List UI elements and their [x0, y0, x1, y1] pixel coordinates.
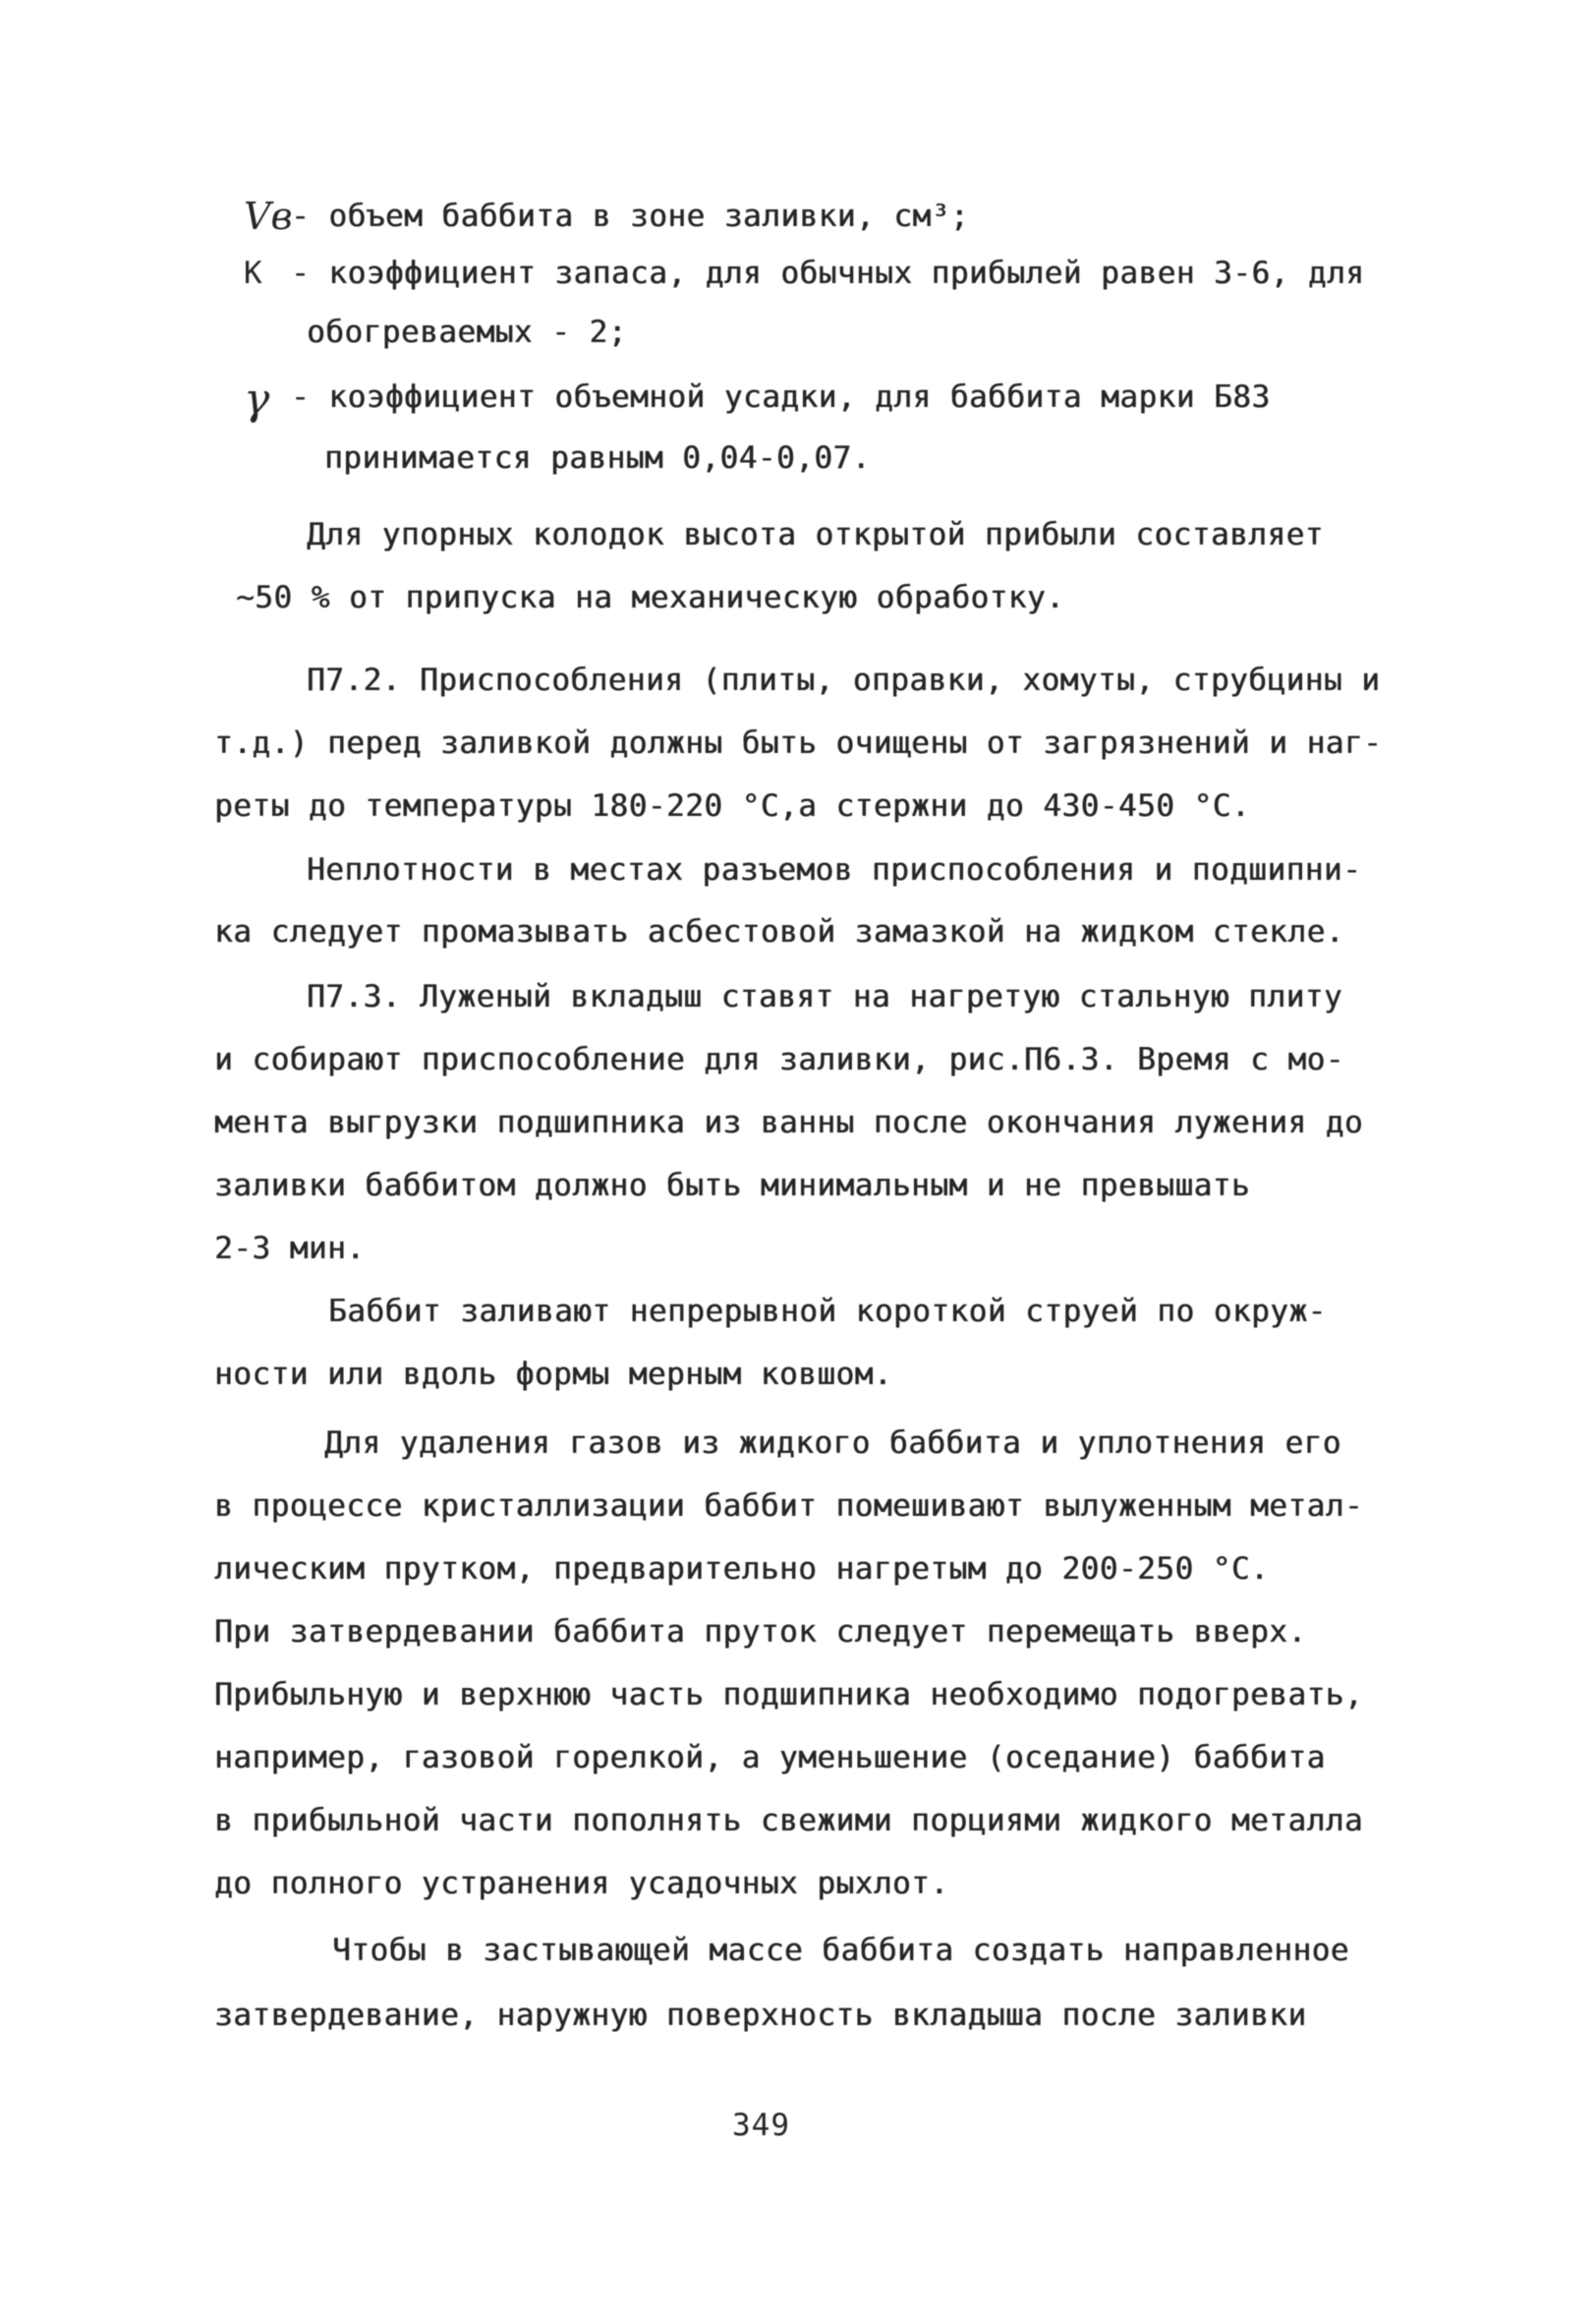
definition-gamma-line-2: принимается равным 0,04-0,07. — [324, 440, 871, 476]
paragraph-4-line-4: заливки баббитом должно быть минимальным и не превышать — [214, 1168, 1250, 1203]
paragraph-2-line-3: реты до температуры 180-220 °С,а стержни до 430-450 °С. — [214, 788, 1250, 824]
paragraph-6-line-8: до полного устранения усадочных рыхлот. — [214, 1866, 949, 1901]
paragraph-6-line-4: При затвердевании баббита пруток следует перемещать вверх. — [214, 1614, 1307, 1650]
paragraph-5-line-2: ности или вдоль формы мерным ковшом. — [214, 1357, 892, 1392]
paragraph-3-line-2: ка следует промазывать асбестовой замазкой на жидком стекле. — [214, 914, 1344, 950]
paragraph-4-line-1: П7.3. Луженый вкладыш ставят на нагретую стальную плиту — [307, 979, 1342, 1015]
paragraph-3-line-1: Неплотности в местах разъемов приспособления и подшипни- — [307, 852, 1362, 888]
page-number: 349 — [732, 2108, 790, 2143]
symbol-k: К — [244, 256, 262, 291]
paragraph-1-line-2: ~50 % от припуска на механическую обработку. — [236, 580, 1065, 615]
definition-v-line-1: - объем баббита в зоне заливки, см³; — [291, 199, 969, 234]
paragraph-4-line-5: 2-3 мин. — [214, 1231, 366, 1266]
paragraph-6-line-2: в процессе кристаллизации баббит помешивают вылуженным метал- — [214, 1488, 1363, 1524]
paragraph-4-line-3: мента выгрузки подшипника из ванны после окончания лужения до — [214, 1105, 1363, 1140]
definition-gamma-line-1: - коэффициент объемной усадки, для баббита марки Б83 — [291, 379, 1271, 415]
paragraph-4-line-2: и собирают приспособление для заливки, рис.П6.3. Время с мо- — [214, 1042, 1344, 1077]
paragraph-7-line-2: затвердевание, наружную поверхность вкладыша после заливки — [214, 1998, 1307, 2033]
definition-k-line-1: - коэффициент запаса, для обычных прибылей равен 3-6, для — [291, 256, 1365, 291]
paragraph-1-line-1: Для упорных колодок высота открытой прибыли составляет — [307, 517, 1324, 552]
paragraph-6-line-5: Прибыльную и верхнюю часть подшипника необходимо подогревать, — [214, 1677, 1363, 1712]
paragraph-6-line-3: лическим прутком, предварительно нагретым до 200-250 °С. — [214, 1551, 1270, 1587]
paragraph-6-line-6: например, газовой горелкой, а уменьшение (оседание) баббита — [214, 1740, 1326, 1775]
paragraph-2-line-1: П7.2. Приспособления (плиты, оправки, хомуты, струбцины и — [307, 663, 1381, 698]
paragraph-6-line-1: Для удаления газов из жидкого баббита и уплотнения его — [324, 1425, 1341, 1461]
paragraph-6-line-7: в прибыльной части пополнять свежими порциями жидкого металла — [214, 1803, 1363, 1838]
symbol-gamma: γ — [244, 375, 270, 425]
definition-k-line-2: обогреваемых - 2; — [307, 315, 627, 350]
paragraph-5-line-1: Баббит заливают непрерывной короткой струей по окруж- — [328, 1294, 1327, 1329]
symbol-v: Vв — [244, 195, 293, 238]
paragraph-2-line-2: т.д.) перед заливкой должны быть очищены от загрязнений и наг- — [214, 726, 1383, 761]
paragraph-7-line-1: Чтобы в застывающей массе баббита создать направленное — [332, 1933, 1349, 1968]
